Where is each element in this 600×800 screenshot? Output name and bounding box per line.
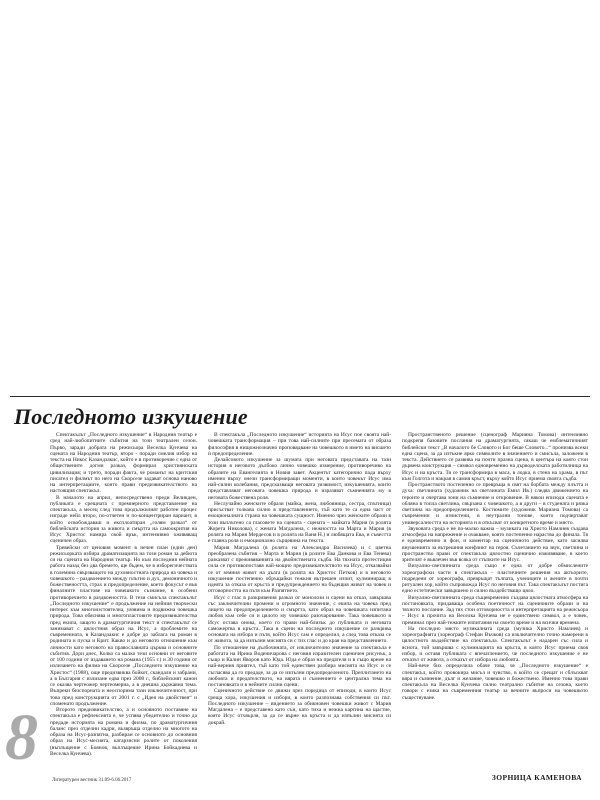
paragraph: Тревейски от ценовия момент в нечен план (един ден) режисьорката избира драматизацията на този роман за дебюта си на сцената на Народния театър. Но към последния нейната работа назад без два бремето, ще бъдем, че в изборегичествата в големина свързващото на духовностната природа на човека и човешкото – раздвоението между плътно и дух, демоничното и божествеността, страх и предопределение, което фокусът е във финалните пластове на човешкото съзнание, в особени противоречието в раздвоеността. В тези смисъла спектакълът „Последното изкушение“ е продължение на нейния творчески интерес към многоизстоятелна, уязвима и подвижна човешка природа. Това обяснява и многопластовите предизвикателства пред екипа, защото в драматургичния текст и спектакълът се занимават с цялостния образ на Исус, а проблемите на съвременната, в Казандзакис е добре до заблага на роман в родината и пуска и Крит. Какво и до неговото отношение към личности като неговото на православната църква и основните събития. Дори днес, Колко са малко тези основни от неговите от 100 години от издаването на романа (1955 г.) и 30 години от излизането на филма на Скорсезе „Последното изкушение на Христос“ (1988), още предизвиква бойкот, скандали и забрани, а в България с излизане едва през 2008 г., библейският канон се оказва чертеожер чертеомерна, а в днешна държавна тема. Въпреки безспорната и неоспорима тази изключителност, при това пред конструкцията от 2001 г. с „Идея на двойствен“ и споменато продължение. bbox=[50, 544, 197, 707]
paragraph: Пространственото решение (сценограф Марияна Томова) интензивно подкрепя базовите послания на драматургията, сякаш че емблематичният библейски текст „В началото бе Словото и Бог беше Словото...“ пронизва всеки една сцена, за да изтъкне ярко символите в значението и смисъла, заложени в текста. Действието се развива на почти празна сцена, в центъра на която стои дървена конструкция – символ едновременно на дърводелската работилница на Исус и на кръста. Тя се трансформира в маса, в лодка, в стена на храма, в път към Голгота и накрая в самия кръст, върху който Исус приема своята съдба. bbox=[402, 432, 588, 482]
article-body bbox=[14, 432, 588, 770]
paragraph: Спектакълът „Последното изкушение“ в Народния театър е сред най-любопитните събития на този театрален сезон. Първо, заради добрата на режисьора Веселка Кунчева на сцената на Народния театър, второ - поради смелия избор на текста на Никос Казандзакис, който е в противоречие с една от обществените догми разказ, формирал християнската цивилизация; и трето, поради факта, че романът на критския писател и филмът по него на Скорсезе задават основа наново на интерпретациите, които прави предизвикателството на настоящия спектакъл. bbox=[50, 432, 197, 495]
paragraph: Пространството постепенно се превръща в свят на борбата между плътта и духа: светлината (художник на светлината Емил Ив.) следва движението на героите и очертава зони на съмнение и откровение. В някои епизоди сцената е обляна в топла светлина, свързана с човешкото, а в други – в студената и рязка светлина на предопределението. Костюмите (художник Мариана Томова) са съвременни и изчистени, в неутрални тонове, които подчертават универсалността на историята и я откъсват от конкретното време и място. bbox=[402, 482, 588, 526]
paragraph: В началото на април, непосредствено преди Великден, публиката е срещната с премиерното представление на спектакъла, а месец след това продължилият работен процес изграде нейл второ, по-отчетен и по-концентриран вариант, в който освобождаваш и експлоатиран „голям разказ“ от библейската история за живота и смъртта на самоокрития на Исус Христос намира свой ярък, интензивно оживяващ сценичен образ. bbox=[50, 494, 197, 545]
paragraph: Сценичното действие се движи чрез поредица от епизоди, в които Исус среща хора, изкушения и избори, в които разпознава собствения си път. Последното изкушение – видението за обикновен човешки живот с Мария Магдалена – е представено като сън, като тиха и нежна картина на щастие, която Исус отхвърля, за да се върне на кръста и да изпълни мисията си докрай. bbox=[208, 688, 391, 726]
article-title: Последното изкушение bbox=[14, 404, 248, 429]
footer-issue-line: Литературен вестник 31.09-6.06.2017 bbox=[52, 778, 132, 783]
paragraph: По отношение на дълбочината, от изключително значение за спектакъла е работата на Ирина Воденичарова с неговия изразителен сценичен рисунък, а също и Калин Яворов като Юда. Юда е образ на предателя и в също време на най-верния приятел, тъй като той единствен разбира мисията на Исус и се съгласява да го предаде, за да се изпълни предопределеното. Преплитането на любовта и предателството, на вярата и съмнението е централна тема на постановката и в нейните силни сцени. bbox=[208, 644, 391, 688]
author-byline: ЗОРНИЦА КАМЕНОВА bbox=[491, 773, 582, 782]
column-3 bbox=[402, 432, 588, 770]
paragraph: Най-вече бих определила обаче това, че „Последното изкушение“ е спектакъл, който провокира мисъл и чувство, в който се срещат и сблъскват вяра и съмнение, дълг и желание, човешко и божествено. Именно това прави спектакъла на Веселка Кунчева силно театрално събитие на сезона, което говори с езика на съвременния театър за вечните въпроси на човешкото съществуване. bbox=[402, 663, 588, 701]
paragraph: Делайсовото изкушение за шумата при неговата представата на тази история в неговото дълбоко лично човешко измерение, противоречиво на образите на Евангелията в Новия завет. Акцентът категорично пада върху именно върху онези трансформиращи моменти, в които човекът Исус има най-силни колебания, предсказващи неговата уязвимост, изкушенията, които представляват неговата човешка природа и изразяват съмненията му в неговата божествена роля. bbox=[208, 457, 391, 501]
page-number: 8 bbox=[5, 701, 38, 774]
paragraph: Исус с глас в разкривения разказ от монолози и сцени на отказ, завършва със заключителни промени и огромното значение, с екипа на човека пред лицето на предопределението и смъртта, като образ на човешката изпитана любов към себе си и цялото му човешко разочарование. Така човешкото в Исус остава онова, което го прави най-близък до публиката и неговата саможертва в кръста. Така в сцени на последното изкушение се разкрива основата на избора и пътя, който Исус сам е определил, а след това отказа се от живота, за да изпълни мисията си с тих глас и до края на представлението. bbox=[208, 594, 391, 645]
column-1 bbox=[14, 432, 197, 770]
paragraph: Звуковата среда е не по-малко важна – музиката на Христо Намлиев създава атмосфера на напрежение и очакване, която постепенно нараства до финала. Тя е едновременно и фон, и коментар на сценичното действие, като засилва внушенията за вътрешния конфликт на героя. Съчетанието на звук, светлина и пространство прави от спектакъла цялостно сценично изживяване, в което зрителят е въвлечен във всяка от стъпките на Исус. bbox=[402, 525, 588, 563]
paragraph: Визуално-светлинната среда същевременно създава цялостната атмосфера на постановката, придаваща особена поетичност на сценичните образи и на тяхното послание. Зад тях стои отговорността и интерпретацията на режисьора – Исус в прочита на Веселка Кунчева не е единствено символ, а е човек, преминал през най-тежките изпитания на своето време и на всички времена. bbox=[402, 594, 588, 626]
column-2 bbox=[208, 432, 391, 770]
top-rule bbox=[10, 396, 590, 397]
paragraph: Визуално-светлинната среда също е една от добре обмислените хореографски части в спектакъла – пластичните решения на актьорите, подредени от хореографа, превръщат тълпата, учениците и жените в почти ритуален хор, който съпровожда Исус по неговия път. Така спектакълът постига едно естетически завършено и силно въздействащо цяло. bbox=[402, 563, 588, 595]
paragraph: На последно място музикалната среда (музика Христо Намлиев) и хореографията (хореограф Стефан Въчков) са изключително точно намерени в цялостното въздействие на спектакъла. Спектакълът е надарен със сила и яснота, той завършва с кулминацията на кръста, в която Исус приема своя избор, и оставя публиката с впечатлението, че последното изкушение е не отказът от живота, а отказът от избора на любовта. bbox=[402, 625, 588, 663]
paragraph: Второто предизвикателство, а и основното поставяне на спектакъла е рефлексията е, че успява убедително и точно да предаде историята на романа и филма, по драматургичния баланс през отделни кадри, възвръща отделно на многото на образа на Исус-разпятна, разбиран се основното до основния образ на Исус-месията, катарзисни ролите от поколения (въплъщение с Боянов, въплъщение Ирина Бойкадиева и Веселка Кунчева). bbox=[50, 707, 197, 757]
paragraph: Мария Магдалена (в ролята на Александра Василева) и с цветна преобразена събития – Марта и Мария (в ролите Ева Данкова и Ева Тенева) разказват с преживяванията на двойнствената съдба. На тяхната протестиция сила се противопоставя най-мощно предизвикателството на Исус, отказвайки се от земния живот на дълга (в ролята на Христос Петков) и в неговото изкушение постепенно обръщайки тежкия вътрешен изпит, кулминиращ в идеята за отказа от кръста и предупреждението на бъдещия живот на човек и отговорността на пътя към Разпятието. bbox=[208, 544, 391, 595]
paragraph: В спектакъла „Последното изкушение“ историята на Исус пое своята най-човешката трансформация – при това най-силните при пресемата от образа философия в нищожнозначно проповядване на човешкото в името на висшето ѝ предопределение. bbox=[208, 432, 391, 457]
paragraph: Неслучайно женските образи (майка, жена, любовница, сестра, спътница) присъстват толкова силно в представлението, тъй като те са една част от емоционалната страна на човешката сущност. Именно чрез женските образи в този въплътено са гласовете на сцената - сцената – майката Мария (в ролята Жорета Николова), с жената Магдалена, с нежността на Марта и Мария (в ролята на Мария Мердесов и в ролята на Ваня Н.) и любящата Ева, и съвестта е главна роля и емоционално сърцевина на текста. bbox=[208, 500, 391, 545]
